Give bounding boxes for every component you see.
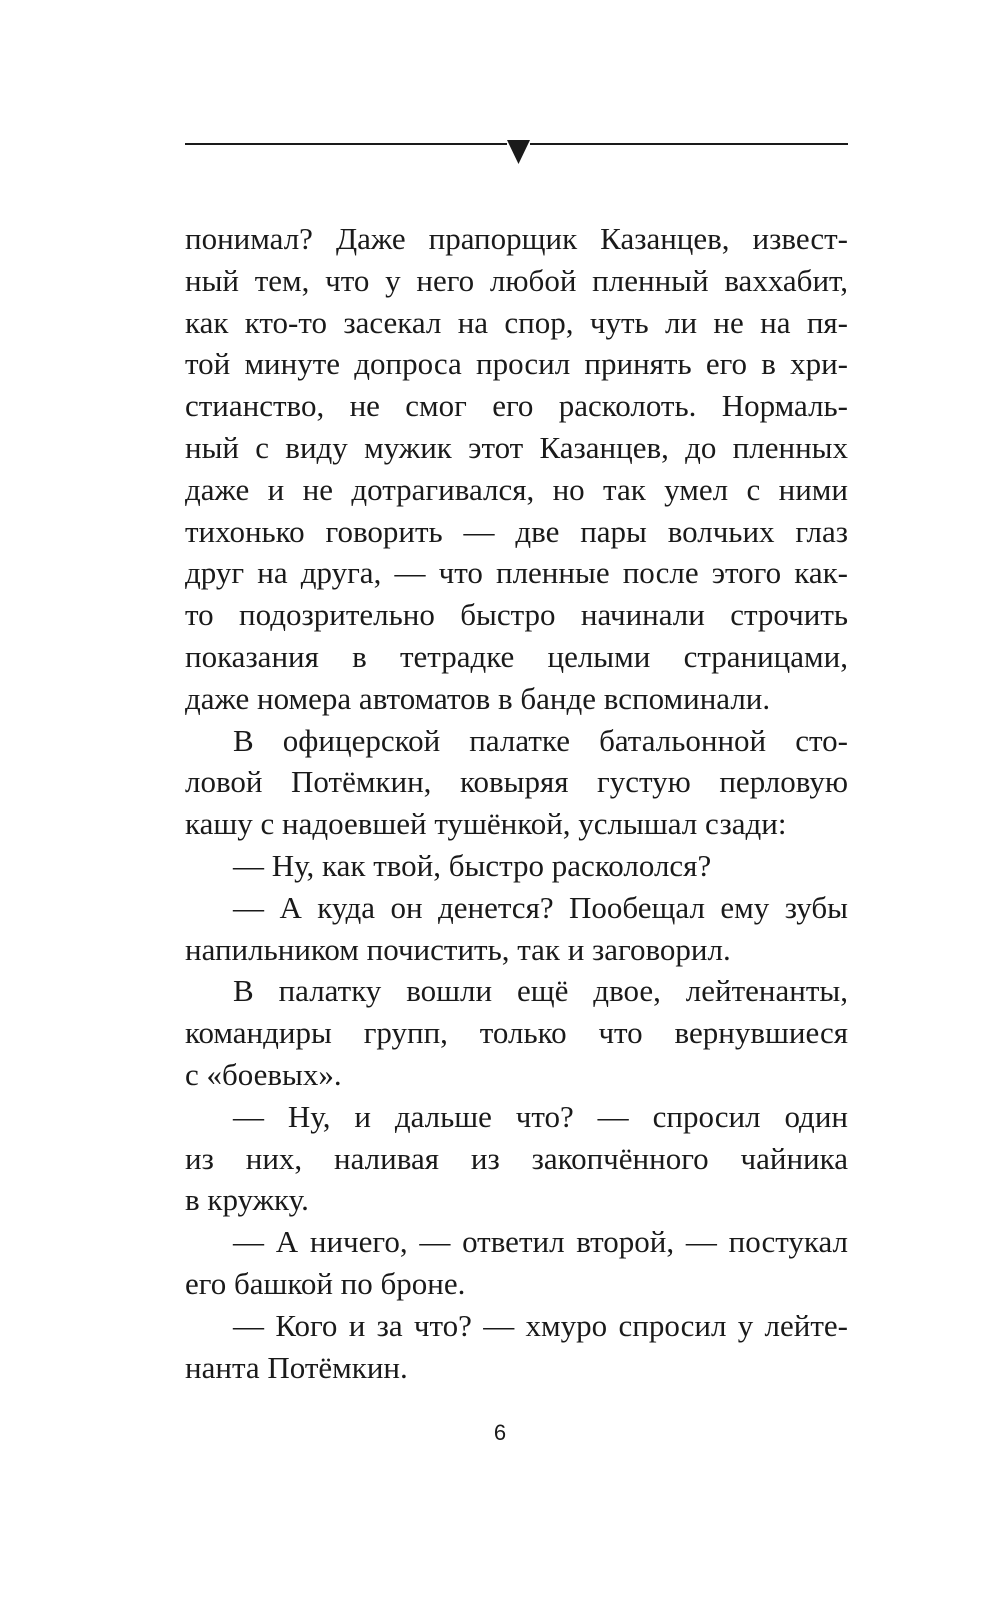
text-line: ловой Потёмкин, ковыряя густую перловую <box>185 764 848 800</box>
text-line: командиры групп, только что вернувшиеся <box>185 1015 848 1051</box>
text-line: В палатку вошли ещё двое, лейтенанты, <box>233 973 848 1009</box>
page-number: 6 <box>493 1420 507 1445</box>
text-line: В офицерской палатке батальонной сто- <box>233 722 848 758</box>
text-line: понимал? Даже прапорщик Казанцев, извест- <box>185 221 848 256</box>
header-ornament-rule <box>185 140 848 164</box>
text-line: из них, наливая из закопчённого чайника <box>185 1140 848 1176</box>
text-line: ный тем, что у него любой пленный ваххабит, <box>185 262 848 298</box>
text-line: его башкой по броне. <box>185 1265 466 1301</box>
text-line: даже номера автоматов в банде вспоминали. <box>185 680 771 716</box>
text-line: тихонько говорить — две пары волчьих глаз <box>185 513 848 549</box>
body-text <box>185 218 848 1388</box>
text-line: той минуте допроса просил принять его в хри- <box>185 346 848 382</box>
text-line: напильником почистить, так и заговорил. <box>185 931 731 967</box>
text-line: даже и не дотрагивался, но так умел с ними <box>185 471 848 507</box>
text-line: как кто-то засекал на спор, чуть ли не на пя- <box>185 304 848 340</box>
header-rule-right <box>530 143 848 145</box>
text-line: с «боевых». <box>185 1056 342 1092</box>
text-line: — Ну, как твой, быстро раскололся? <box>233 847 712 883</box>
text-line: — Кого и за что? — хмуро спросил у лейте- <box>233 1307 848 1343</box>
text-line: друг на друга, — что пленные после этого как- <box>185 555 848 591</box>
text-line: — А куда он денется? Пообещал ему зубы <box>233 889 848 925</box>
text-line: нанта Потёмкин. <box>185 1349 408 1385</box>
text-line: в кружку. <box>185 1182 309 1218</box>
text-line: стианство, не смог его расколоть. Нормаль- <box>185 388 848 424</box>
text-line: кашу с надоевшей тушёнкой, услышал сзади: <box>185 806 787 842</box>
text-line: ный с виду мужик этот Казанцев, до пленных <box>185 429 848 465</box>
text-line: показания в тетрадке целыми страницами, <box>185 638 848 674</box>
text-line: — Ну, и дальше что? — спросил один <box>233 1098 848 1134</box>
text-line: то подозрительно быстро начинали строчить <box>185 597 848 633</box>
header-rule-left <box>185 143 507 145</box>
text-line: — А ничего, — ответил второй, — постукал <box>233 1224 848 1260</box>
down-triangle-icon <box>507 140 530 164</box>
